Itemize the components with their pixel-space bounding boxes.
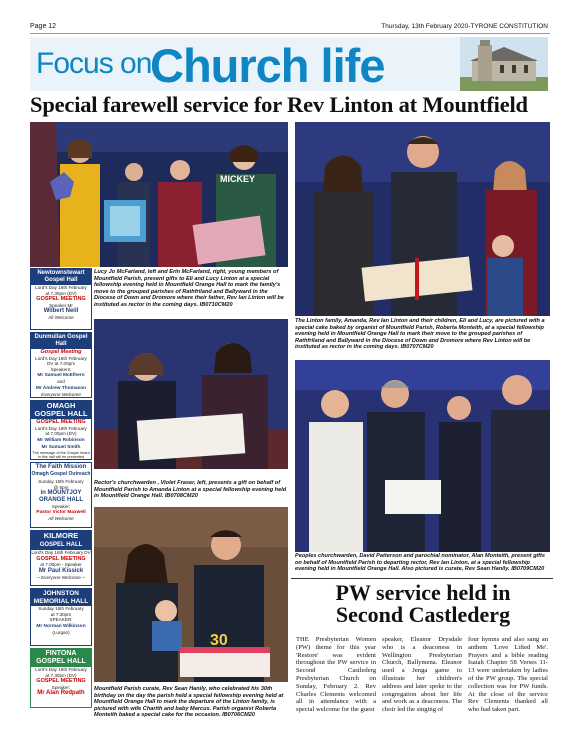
ad-title: JOHNSTON MEMORIAL HALL: [31, 589, 91, 606]
ad-line: at 7.00pm - Speaker: [40, 562, 82, 567]
photo-curate-birthday: [94, 507, 288, 682]
ad-speaker: Wilbert Neill: [43, 308, 79, 314]
ad-line: GOSPEL MEETING: [36, 555, 86, 562]
caption-linton-family-cake: The Linton family, Amanda, Rev Ian Linton and their children, Eli and Lucy, are pictured with a special cake baked by organist of Mountfield Parish, Roberta Monteith, at a special fellowship evening held in Mountfield Orange Hall to mark their move to the grouped parishes of Rathfriland and Ballyward in the Diocese of Down and Dromore where Rev Linton will be instituted as rector in the coming days. IB0707CM20: [295, 318, 545, 351]
ad-johnston: [30, 588, 92, 646]
ad-title: FINTONA GOSPEL HALL: [31, 649, 91, 667]
ad-line: in MOUNTJOY: [40, 490, 82, 496]
ad-line: DV at 7.00pm: [46, 361, 76, 366]
ad-line: Lord's Day 16th February: [35, 667, 87, 672]
ad-line: GOSPEL MEETING: [36, 296, 86, 302]
ad-line: Speaker:: [51, 684, 71, 690]
ad-line: Lord's Day 16th February DV: [31, 550, 91, 555]
ad-line: All Welcome: [48, 315, 74, 320]
ad-line: at 7.30pm (DV): [45, 672, 77, 678]
ad-line: The message of the Gospel heard in this hall will be presented: [32, 450, 90, 459]
ad-speaker: Pastor Victor Maxwell: [36, 509, 86, 515]
ad-speaker: Mr Samuel Smith: [41, 444, 81, 450]
birthday-candle-number: 30: [210, 632, 228, 649]
ad-line: at 7.00pm (DV): [45, 431, 77, 436]
pw-title-line2: Second Castlederg: [335, 602, 511, 627]
ad-dunmullan: [30, 332, 92, 398]
ad-newtownstewart: [30, 268, 92, 330]
ad-line: at 7:30pm: [50, 611, 72, 617]
ad-line: GOSPEL MEETING: [36, 678, 86, 684]
pw-article-title: [294, 582, 552, 626]
caption-curate-birthday: Mountfield Parish curate, Rev Sean Hanily, who celebrated his 30th birthday on the day the parish held a special fellowship evening held at Mountfield Orange Hall to mark the departure of the Linton family, is pictured with wife Charith and baby Marcus. Parish organist Roberta Monteith baked a special cake for the occasion. IB0706CM20: [94, 686, 284, 719]
caption-rector-gifts: Peoples churchwarden, David Patterson and parochial nominator, Alan Monteith, present gifts on behalf of Mountfield Parish to departing rector, Rev Ian Linton, at a special fellowship evening held in Mountfield Orange Hall. Also pictured is curate, Rev Sean Hanily. IB0709CM20: [295, 553, 546, 573]
ad-line: Sunday 16th February: [38, 606, 84, 611]
ad-speaker: Mr Norman Wilkinson: [36, 623, 86, 629]
ad-line: Speakers:: [50, 366, 72, 372]
ad-title: Newtownstewart Gospel Hall: [31, 269, 91, 285]
church-building-image: [460, 37, 548, 91]
gospel-hall-ads: [30, 268, 92, 708]
ad-line: at 7.30pm (DV): [45, 290, 77, 296]
header-rule: [30, 33, 550, 34]
pw-column-2: speaker, Eleanor Drysdale who is a deaconess in Wellington Presbyterian Church, Ballymena. Eleanor used a Jenga game to illustrate her children's address and later spoke to the congregation about her life and work as a deaconess. The choir led the singing of: [382, 636, 462, 714]
ad-line: Lord's Day 16th February: [35, 425, 87, 431]
ad-line: @ 8pm: [53, 484, 69, 490]
ad-title: KILMORE GOSPEL HALL: [31, 531, 91, 550]
ad-line: (Lurgan): [52, 629, 70, 635]
caption-churchwarden-gift: Rector's churchwarden , Violet Fraser, left, presents a gift on behalf of Mountfield Parish to Amanda Linton at a special fellowship evening held in Mountfield Orange Hall. IB0708CM20: [94, 480, 287, 500]
ad-line: Gospel Meeting: [40, 349, 82, 355]
pw-column-3: four hymns and also sang an anthem 'Love Lifted Me'. Prayers and a bible reading Isaiah Chapter 58 Verses 11-13 were undertaken by ladies of the PW group. The special collection was for PW funds. At the close of the service Rev Clements thanked all who had taken part.: [468, 636, 548, 714]
ad-line: GOSPEL MEETING: [36, 419, 86, 425]
caption-children-gifts: Lucy Jo McFarland, left and Erin McFarland, right, young members of Mountfield Parish, present gifts to Eli and Lucy Linton at a special fellowship evening held in Mountfield Orange Hall to mark the family's move to the grouped parishes of Rathfriland and Ballyward in the Diocese of Down and Dromore where their father, Rev Ian Linton will be instituted as rector in the coming days. IB0710CM20: [94, 269, 284, 308]
page-date: Thursday, 13th February 2020-TYRONE CONSTITUTION: [381, 23, 548, 30]
ad-omagh: [30, 400, 92, 460]
pw-column-1: THE Presbyterian Women (PW) theme for this year 'Restore' was evident throughout the PW service in Second Castlederg Presbyterian Church on Sunday, February 2. Rev Charles Clements welcomed all in attendance with a special welcome for the guest: [296, 636, 376, 714]
ad-title: OMAGH GOSPEL HALL: [31, 401, 91, 419]
banner-focus-text: Focus on: [36, 47, 152, 80]
ad-speaker: Mr William Robinson: [37, 437, 85, 443]
photo-rector-gifts: [295, 360, 550, 552]
jumper-text: MICKEY: [220, 174, 256, 184]
ad-line: Lord's Day 16th February: [35, 355, 87, 361]
ad-line: ~ Everyone Welcome ~: [37, 574, 85, 580]
banner-church-text: Church life: [150, 39, 385, 91]
headline: Special farewell service for Rev Linton at Mountfield: [30, 92, 528, 117]
ad-title: Dunmullan Gospel Hall: [31, 333, 91, 349]
ad-line: Speaker Mr: [49, 302, 73, 308]
ad-kilmore: [30, 530, 92, 586]
photo-linton-family-cake: [295, 122, 550, 316]
ad-line: SPEAKER:: [49, 617, 73, 622]
ad-line: All Welcome: [48, 516, 74, 521]
ad-fintona: [30, 648, 92, 708]
photo-churchwarden-gift: [94, 319, 288, 469]
ad-speaker: Mr Samuel McElhern: [37, 373, 85, 378]
ad-line: Speaker:: [51, 504, 71, 509]
ad-title: The Faith Mission Omagh Gospel Outreach: [31, 464, 91, 477]
ad-line: ORANGE HALL: [39, 497, 83, 503]
ad-line: Sunday 16th February: [38, 479, 84, 484]
section-banner: [30, 37, 548, 91]
ad-speaker: Mr Paul Kissick: [38, 567, 84, 574]
ad-line: and: [57, 379, 65, 384]
pw-title-line1: PW service held in: [335, 580, 511, 605]
ad-faith-mission: [30, 462, 92, 528]
page-number: Page 12: [30, 23, 57, 30]
photo-children-gifts: [30, 122, 288, 267]
ad-speaker: Mr Andrew Thomason: [35, 385, 87, 391]
ad-line: Everyone Welcome: [41, 391, 81, 397]
ad-speaker: Mr Alan Redpath: [37, 690, 85, 696]
ad-line: Lord's Day 16th February: [35, 285, 87, 290]
